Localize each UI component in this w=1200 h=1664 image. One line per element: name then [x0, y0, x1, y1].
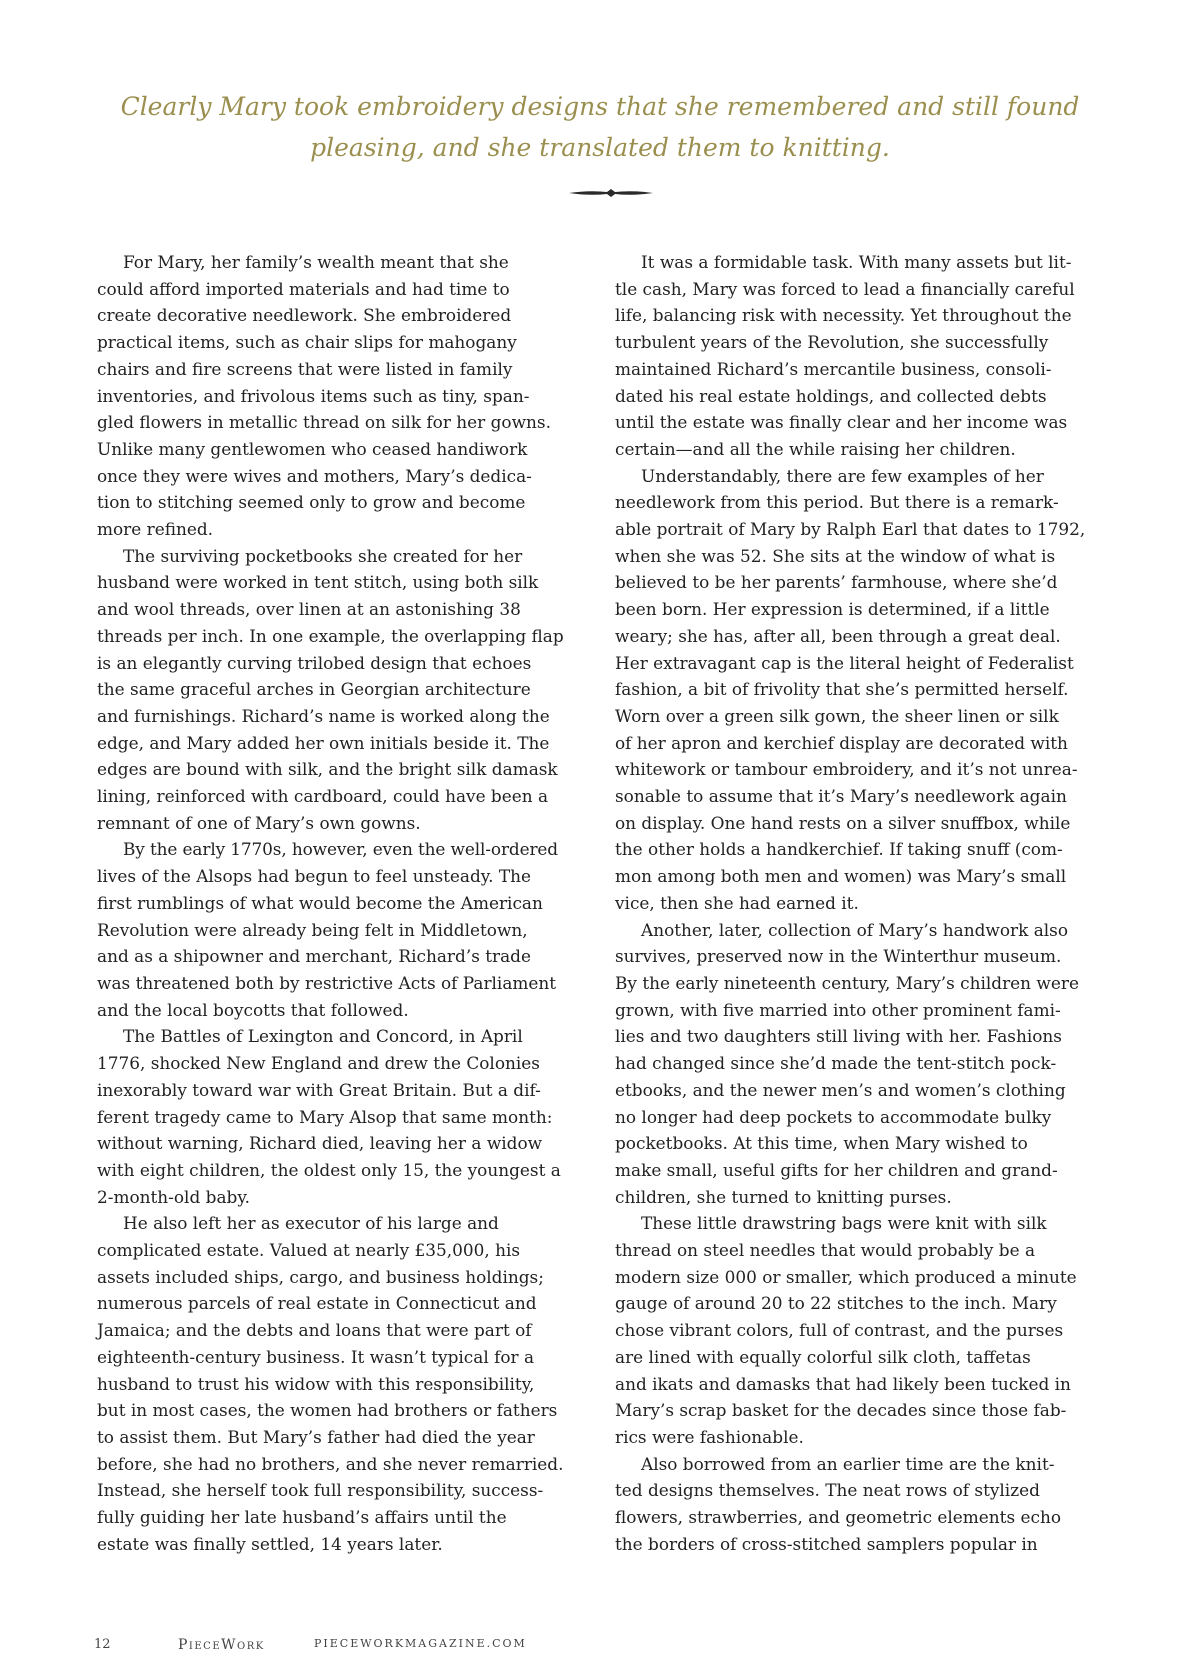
- text-line: maintained Richard’s mercantile business, consoli-: [615, 358, 1052, 379]
- text-line: Instead, she herself took full responsibility, success-: [97, 1480, 544, 1501]
- text-line: believed to be her parents’ farmhouse, where she’d: [615, 572, 1058, 593]
- text-line: no longer had deep pockets to accommodate bulky: [615, 1106, 1052, 1127]
- text-line: with eight children, the oldest only 15, the youngest a: [97, 1159, 561, 1180]
- text-line: practical items, such as chair slips for mahogany: [97, 332, 517, 353]
- text-line: flowers, strawberries, and geometric elements echo: [615, 1507, 1062, 1528]
- text-line: The surviving pocketbooks she created for her: [123, 545, 523, 566]
- text-line: lies and two daughters still living with her. Fashions: [615, 1026, 1062, 1047]
- body-paragraph: [97, 1210, 584, 1557]
- text-line: lining, reinforced with cardboard, could have been a: [97, 786, 549, 807]
- text-line: first rumblings of what would become the American: [97, 892, 543, 913]
- text-line: Revolution were already being felt in Middletown,: [97, 919, 528, 940]
- text-line: is an elegantly curving trilobed design that echoes: [97, 652, 532, 673]
- text-line: survives, preserved now in the Winterthur museum.: [615, 946, 1062, 967]
- text-line: able portrait of Mary by Ralph Earl that dates to 1792,: [615, 519, 1086, 540]
- text-line: but in most cases, the women had brothers or fathers: [97, 1400, 558, 1421]
- text-line: create decorative needlework. She embroidered: [97, 305, 512, 326]
- text-line: It was a formidable task. With many assets but lit-: [641, 252, 1072, 272]
- text-line: By the early nineteenth century, Mary’s children were: [615, 972, 1079, 993]
- text-line: before, she had no brothers, and she never remarried.: [97, 1453, 564, 1474]
- text-line: weary; she has, after all, been through a great deal.: [615, 625, 1061, 646]
- text-line: to assist them. But Mary’s father had died the year: [97, 1426, 535, 1447]
- text-line: was threatened both by restrictive Acts of Parliament: [97, 972, 557, 993]
- text-line: complicated estate. Valued at nearly £35,000, his: [97, 1240, 521, 1261]
- text-line: of her apron and kerchief display are decorated with: [615, 732, 1068, 753]
- text-line: when she was 52. She sits at the window of what is: [615, 545, 1056, 566]
- body-paragraph: [97, 1023, 584, 1210]
- text-line: Unlike many gentlewomen who ceased handiwork: [97, 438, 528, 459]
- text-line: more refined.: [97, 519, 214, 540]
- text-line: could afford imported materials and had time to: [97, 278, 510, 299]
- text-line: once they were wives and mothers, Mary’s dedica-: [97, 465, 532, 486]
- text-line: husband were worked in tent stitch, using both silk: [97, 572, 539, 593]
- text-line: ferent tragedy came to Mary Alsop that same month:: [97, 1106, 553, 1127]
- pull-quote: [100, 86, 1100, 168]
- text-line: edges are bound with silk, and the bright silk damask: [97, 759, 558, 780]
- text-line: the other holds a handkerchief. If taking snuff (com-: [615, 839, 1063, 860]
- text-line: until the estate was finally clear and her income was: [615, 412, 1068, 433]
- text-line: modern size 000 or smaller, which produced a minute: [615, 1266, 1077, 1287]
- body-paragraph: [615, 1210, 1102, 1450]
- text-line: ted designs themselves. The neat rows of stylized: [615, 1480, 1040, 1501]
- text-line: are lined with equally colorful silk cloth, taffetas: [615, 1346, 1031, 1367]
- text-line: By the early 1770s, however, even the well-ordered: [123, 839, 558, 860]
- body-paragraph: [97, 249, 584, 543]
- text-line: whitework or tambour embroidery, and it’s not unrea-: [615, 759, 1078, 780]
- text-line: fully guiding her late husband’s affairs until the: [97, 1507, 507, 1528]
- pull-quote-line: pleasing, and she translated them to knitting.: [310, 133, 890, 162]
- text-line: etbooks, and the newer men’s and women’s clothing: [615, 1079, 1066, 1100]
- body-paragraph: [615, 249, 1102, 463]
- text-line: and as a shipowner and merchant, Richard’s trade: [97, 946, 531, 967]
- text-line: pocketbooks. At this time, when Mary wished to: [615, 1133, 1028, 1154]
- text-line: inventories, and frivolous items such as tiny, span-: [97, 385, 530, 406]
- text-line: rics were fashionable.: [615, 1426, 804, 1447]
- text-line: the same graceful arches in Georgian architecture: [97, 679, 531, 700]
- text-line: chairs and fire screens that were listed in family: [97, 358, 513, 379]
- text-line: Understandably, there are few examples of her: [641, 465, 1044, 486]
- text-line: chose vibrant colors, full of contrast, and the purses: [615, 1320, 1064, 1341]
- text-line: children, she turned to knitting purses.: [615, 1186, 952, 1207]
- text-line: thread on steel needles that would probably be a: [615, 1240, 1036, 1261]
- text-line: 1776, shocked New England and drew the Colonies: [97, 1053, 540, 1074]
- text-line: certain—and all the while raising her children.: [615, 438, 1016, 459]
- text-line: life, balancing risk with necessity. Yet throughout the: [615, 305, 1072, 326]
- magazine-name: PieceWork: [178, 1637, 265, 1653]
- text-line: edge, and Mary added her own initials beside it. The: [97, 732, 550, 753]
- text-line: tion to stitching seemed only to grow and become: [97, 492, 526, 513]
- body-paragraph: [615, 1451, 1102, 1558]
- text-line: sonable to assume that it’s Mary’s needlework again: [615, 786, 1067, 807]
- text-line: For Mary, her family’s wealth meant that she: [123, 252, 509, 272]
- text-line: grown, with five married into other prominent fami-: [615, 999, 1061, 1020]
- text-line: husband to trust his widow with this responsibility,: [97, 1373, 535, 1394]
- text-line: mon among both men and women) was Mary’s small: [615, 866, 1067, 887]
- text-line: and furnishings. Richard’s name is worked along the: [97, 705, 550, 726]
- text-line: assets included ships, cargo, and business holdings;: [97, 1266, 544, 1287]
- text-line: 2-month-old baby.: [97, 1186, 251, 1207]
- body-paragraph: [615, 463, 1102, 917]
- text-line: turbulent years of the Revolution, she successfully: [615, 332, 1049, 353]
- page-number: 12: [94, 1637, 111, 1652]
- text-line: inexorably toward war with Great Britain. But a dif-: [97, 1079, 541, 1100]
- text-line: numerous parcels of real estate in Connecticut and: [97, 1293, 537, 1314]
- text-line: and ikats and damasks that had likely been tucked in: [615, 1373, 1071, 1394]
- website-url: PIECEWORKMAGAZINE.COM: [314, 1637, 527, 1650]
- text-line: had changed since she’d made the tent-stitch pock-: [615, 1053, 1057, 1074]
- text-line: Worn over a green silk gown, the sheer linen or silk: [615, 705, 1059, 726]
- text-line: threads per inch. In one example, the overlapping flap: [97, 625, 564, 646]
- text-line: fashion, a bit of frivolity that she’s permitted herself.: [615, 679, 1069, 700]
- text-line: and the local boycotts that followed.: [97, 999, 409, 1020]
- text-line: and wool threads, over linen at an astonishing 38: [97, 599, 521, 620]
- text-line: been born. Her expression is determined, if a little: [615, 599, 1050, 620]
- text-line: The Battles of Lexington and Concord, in April: [123, 1026, 523, 1047]
- pull-quote-line: Clearly Mary took embroidery designs that she remembered and still found: [120, 92, 1080, 121]
- text-line: Mary’s scrap basket for the decades since those fab-: [615, 1400, 1067, 1421]
- text-line: needlework from this period. But there is a remark-: [615, 492, 1059, 513]
- text-line: on display. One hand rests on a silver snuffbox, while: [615, 812, 1071, 833]
- text-line: Her extravagant cap is the literal height of Federalist: [615, 652, 1074, 673]
- text-line: lives of the Alsops had begun to feel unsteady. The: [97, 866, 531, 887]
- text-line: the borders of cross-stitched samplers popular in: [615, 1533, 1038, 1554]
- text-line: Jamaica; and the debts and loans that were part of: [97, 1320, 532, 1341]
- text-line: gled flowers in metallic thread on silk for her gowns.: [97, 412, 551, 433]
- body-paragraph: [97, 836, 584, 1023]
- text-line: remnant of one of Mary’s own gowns.: [97, 812, 421, 833]
- text-line: dated his real estate holdings, and collected debts: [615, 385, 1047, 406]
- body-paragraph: [615, 917, 1102, 1211]
- text-line: eighteenth-century business. It wasn’t typical for a: [97, 1346, 535, 1367]
- left-column: [97, 249, 584, 1557]
- text-line: without warning, Richard died, leaving her a widow: [97, 1133, 543, 1154]
- right-column: [615, 249, 1102, 1557]
- text-line: vice, then she had earned it.: [615, 892, 859, 913]
- flourish-divider-icon: [567, 186, 655, 200]
- text-line: He also left her as executor of his large and: [123, 1213, 499, 1234]
- text-line: Another, later, collection of Mary’s handwork also: [641, 919, 1068, 940]
- text-line: make small, useful gifts for her children and grand-: [615, 1159, 1058, 1180]
- text-line: estate was finally settled, 14 years later.: [97, 1533, 443, 1554]
- text-line: gauge of around 20 to 22 stitches to the inch. Mary: [615, 1293, 1057, 1314]
- text-line: Also borrowed from an earlier time are the knit-: [641, 1453, 1055, 1474]
- text-line: tle cash, Mary was forced to lead a financially careful: [615, 278, 1075, 299]
- body-paragraph: [97, 543, 584, 837]
- text-line: These little drawstring bags were knit with silk: [641, 1213, 1047, 1234]
